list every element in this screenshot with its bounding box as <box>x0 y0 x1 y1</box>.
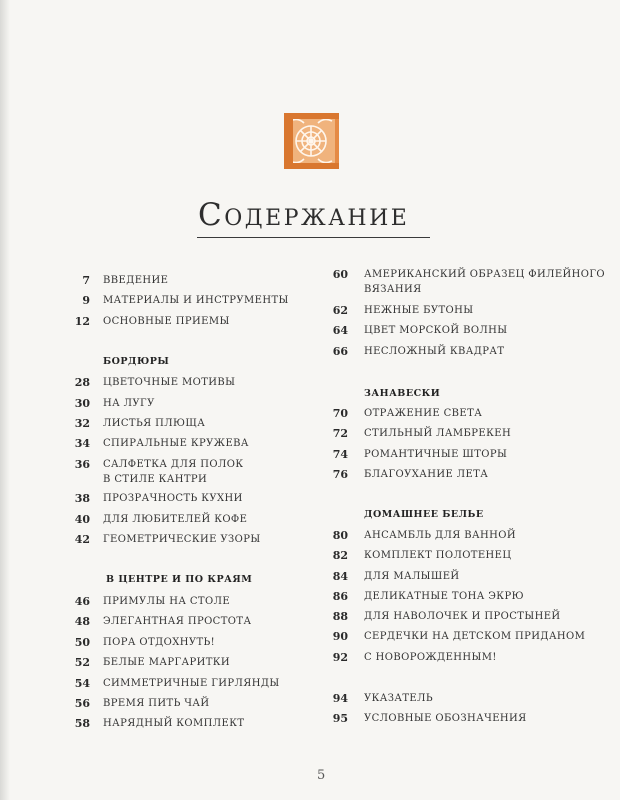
page-ref: 52 <box>74 656 90 669</box>
entry-title: НАРЯДНЫЙ КОМПЛЕКТ <box>103 718 245 729</box>
page-ref: 60 <box>332 268 348 281</box>
entry-title: ДЛЯ МАЛЫШЕЙ <box>364 571 460 582</box>
page-ref: 46 <box>74 595 90 608</box>
toc-entry <box>320 447 507 462</box>
toc-entry <box>320 303 474 318</box>
page-ref: 92 <box>332 651 348 664</box>
entry-title-multiline <box>364 267 605 297</box>
entry-title: ВРЕМЯ ПИТЬ ЧАЙ <box>103 698 210 709</box>
page-number: 5 <box>317 768 326 783</box>
toc-entry <box>60 655 230 670</box>
entry-title: ЭЛЕГАНТНАЯ ПРОСТОТА <box>103 616 252 627</box>
page-ref: 48 <box>74 615 90 628</box>
entry-title: ДЛЯ НАВОЛОЧЕК И ПРОСТЫНЕЙ <box>364 611 561 622</box>
page-ref: 88 <box>332 610 348 623</box>
entry-title: НА ЛУГУ <box>103 398 155 409</box>
page-ref: 86 <box>332 590 348 603</box>
page-ref: 66 <box>332 345 348 358</box>
page-ref: 82 <box>332 549 348 562</box>
toc-entry <box>60 512 247 527</box>
page-ref: 42 <box>74 533 90 546</box>
entry-title: ПРИМУЛЫ НА СТОЛЕ <box>103 596 231 607</box>
toc-entry <box>320 467 488 482</box>
page-ref: 12 <box>74 315 90 328</box>
toc-entry <box>320 650 497 665</box>
toc-entry <box>60 396 155 411</box>
entry-title: УСЛОВНЫЕ ОБОЗНАЧЕНИЯ <box>364 713 527 724</box>
entry-title: НЕЖНЫЕ БУТОНЫ <box>364 305 474 316</box>
entry-title: НЕСЛОЖНЫЙ КВАДРАТ <box>364 346 505 357</box>
entry-title-line-1: САЛФЕТКА ДЛЯ ПОЛОК <box>103 459 244 470</box>
page-ref: 28 <box>74 376 90 389</box>
entry-title: СИММЕТРИЧНЫЕ ГИРЛЯНДЫ <box>103 678 280 689</box>
page-ref: 80 <box>332 529 348 542</box>
toc-entry <box>60 293 289 308</box>
page-ref: 84 <box>332 570 348 583</box>
page-ref: 34 <box>74 437 90 450</box>
page-ref: 76 <box>332 468 348 481</box>
toc-entry <box>60 614 251 629</box>
page-ref: 32 <box>74 417 90 430</box>
toc-entry <box>60 491 243 506</box>
entry-title: ДЛЯ ЛЮБИТЕЛЕЙ КОФЕ <box>103 514 248 525</box>
entry-title: ЛИСТЬЯ ПЛЮЩА <box>103 418 206 429</box>
section-heading-center-edges: В ЦЕНТРЕ И ПО КРАЯМ <box>106 574 253 585</box>
toc-entry <box>320 589 524 604</box>
toc-entry <box>60 676 280 691</box>
page-ref: 94 <box>332 692 348 705</box>
page-ref: 72 <box>332 427 348 440</box>
page-ref: 58 <box>74 717 90 730</box>
page-ref: 95 <box>332 712 348 725</box>
toc-entry <box>320 711 527 726</box>
toc-entry <box>60 635 215 650</box>
page-ref: 54 <box>74 677 90 690</box>
toc-entry <box>320 344 504 359</box>
toc-entry <box>60 457 243 487</box>
entry-title: КОМПЛЕКТ ПОЛОТЕНЕЦ <box>364 550 512 561</box>
toc-entry <box>60 416 205 431</box>
page-ref: 62 <box>332 304 348 317</box>
entry-title: ДЕЛИКАТНЫЕ ТОНА ЭКРЮ <box>364 591 524 602</box>
toc-entry <box>60 532 261 547</box>
entry-title-line-2: ВЯЗАНИЯ <box>364 284 422 295</box>
entry-title: ПРОЗРАЧНОСТЬ КУХНИ <box>103 493 243 504</box>
page-ref: 64 <box>332 324 348 337</box>
toc-entry <box>320 323 508 338</box>
page-title: Содержание <box>198 197 410 233</box>
entry-title-multiline <box>103 457 243 487</box>
entry-title: МАТЕРИАЛЫ И ИНСТРУМЕНТЫ <box>103 295 289 306</box>
entry-title: АНСАМБЛЬ ДЛЯ ВАННОЙ <box>364 530 516 541</box>
section-heading-borders: БОРДЮРЫ <box>103 356 170 367</box>
entry-title: БЕЛЫЕ МАРГАРИТКИ <box>103 657 231 668</box>
toc-entry <box>320 528 516 543</box>
page-ref: 56 <box>74 697 90 710</box>
toc-entry <box>320 426 511 441</box>
page-ref: 7 <box>82 274 90 287</box>
page-ref: 70 <box>332 407 348 420</box>
entry-title: СПИРАЛЬНЫЕ КРУЖЕВА <box>103 438 249 449</box>
page-ref: 36 <box>74 458 90 471</box>
page-ref: 50 <box>74 636 90 649</box>
toc-entry <box>320 609 561 624</box>
section-heading-curtains: ЗАНАВЕСКИ <box>364 388 441 399</box>
entry-title: УКАЗАТЕЛЬ <box>364 693 433 704</box>
entry-title: ОСНОВНЫЕ ПРИЕМЫ <box>103 316 230 327</box>
entry-title: ОТРАЖЕНИЕ СВЕТА <box>364 408 483 419</box>
toc-entry <box>320 569 460 584</box>
entry-title: БЛАГОУХАНИЕ ЛЕТА <box>364 469 489 480</box>
scan-edge <box>0 0 10 800</box>
page-ref: 90 <box>332 630 348 643</box>
entry-title: ЦВЕТОЧНЫЕ МОТИВЫ <box>103 377 236 388</box>
lace-emblem-icon <box>284 113 339 169</box>
page-ref: 30 <box>74 397 90 410</box>
toc-entry <box>60 314 230 329</box>
entry-title: ГЕОМЕТРИЧЕСКИЕ УЗОРЫ <box>103 534 261 545</box>
toc-entry <box>320 267 605 297</box>
entry-title-line-2: В СТИЛЕ КАНТРИ <box>103 474 208 485</box>
toc-entry <box>320 691 433 706</box>
toc-entry <box>60 273 168 288</box>
toc-entry <box>60 594 230 609</box>
page-ref: 40 <box>74 513 90 526</box>
entry-title: ВВЕДЕНИЕ <box>103 275 169 286</box>
toc-entry <box>60 375 235 390</box>
entry-title: СТИЛЬНЫЙ ЛАМБРЕКЕН <box>364 428 512 439</box>
toc-entry <box>60 696 210 711</box>
entry-title: ПОРА ОТДОХНУТЬ! <box>103 637 216 648</box>
toc-entry <box>60 716 244 731</box>
toc-entry <box>320 629 585 644</box>
title-underline <box>197 237 430 238</box>
toc-entry <box>320 406 482 421</box>
toc-entry <box>60 436 249 451</box>
entry-title: РОМАНТИЧНЫЕ ШТОРЫ <box>364 449 508 460</box>
page-ref: 74 <box>332 448 348 461</box>
entry-title: ЦВЕТ МОРСКОЙ ВОЛНЫ <box>364 325 508 336</box>
page-ref: 9 <box>82 294 90 307</box>
entry-title: СЕРДЕЧКИ НА ДЕТСКОМ ПРИДАНОМ <box>364 631 586 642</box>
section-heading-linen: ДОМАШНЕЕ БЕЛЬЕ <box>364 509 484 520</box>
toc-entry <box>320 548 512 563</box>
page-ref: 38 <box>74 492 90 505</box>
entry-title-line-1: АМЕРИКАНСКИЙ ОБРАЗЕЦ ФИЛЕЙНОГО <box>364 269 606 280</box>
entry-title: С НОВОРОЖДЕННЫМ! <box>364 652 497 663</box>
